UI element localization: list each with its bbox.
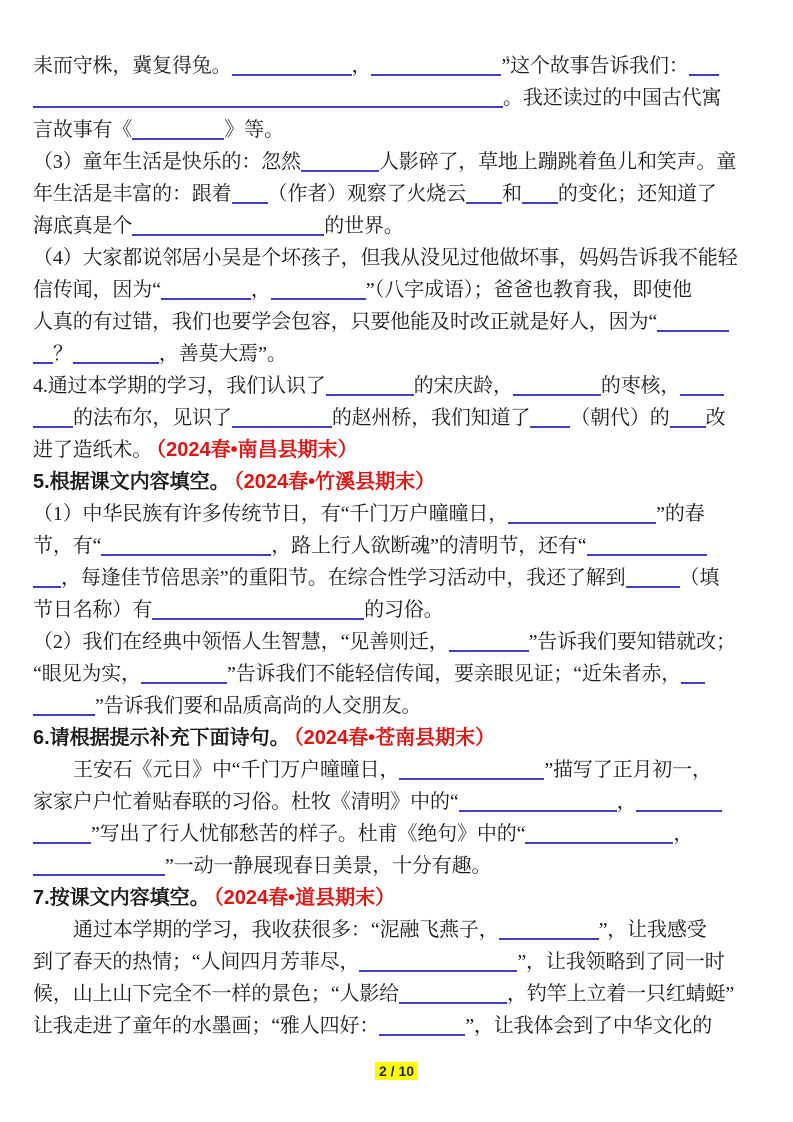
text-segment: （1）中华民族有许多传统节日，有“千门万户曈曈日， xyxy=(33,503,509,525)
document-line xyxy=(33,978,763,1010)
fill-in-blank xyxy=(33,855,165,876)
text-segment: 节日名称）有 xyxy=(33,599,153,621)
document-line xyxy=(33,818,763,850)
document-line xyxy=(33,786,763,818)
document-line xyxy=(33,850,763,882)
text-segment: （朝代）的 xyxy=(570,407,670,429)
exam-source-label: （2024春•竹溪县期末） xyxy=(233,471,436,493)
text-segment: ， xyxy=(673,823,694,845)
text-segment: ，每逢佳节倍思亲”的重阳节。在综合性学习活动中，我还了解到 xyxy=(61,567,626,589)
question-heading: 5.根据课文内容填空。 xyxy=(33,471,230,493)
text-segment: ”（八字成语）；爸爸也教育我，即使他 xyxy=(365,279,692,301)
worksheet-body xyxy=(33,50,763,1042)
text-segment: ”写出了行人忧郁愁苦的样子。杜甫《绝句》中的“ xyxy=(91,823,526,845)
fill-in-blank xyxy=(232,183,268,204)
document-line xyxy=(33,946,763,978)
fill-in-blank xyxy=(680,375,724,396)
fill-in-blank xyxy=(459,791,617,812)
fill-in-blank xyxy=(670,407,706,428)
fill-in-blank xyxy=(33,567,61,588)
fill-in-blank xyxy=(399,759,544,780)
page-indicator: 2 / 10 xyxy=(375,1062,418,1080)
text-segment: 的宋庆龄， xyxy=(413,375,513,397)
document-line xyxy=(33,210,763,242)
fill-in-blank xyxy=(525,823,673,844)
text-segment: 人真的有过错，我们也要学会包容，只要他能及时改正就是好人，因为“ xyxy=(33,311,658,333)
text-segment: ”的春 xyxy=(656,503,705,525)
document-line xyxy=(33,306,763,338)
fill-in-blank xyxy=(33,407,73,428)
fill-in-blank xyxy=(689,55,719,76)
text-segment: ”告诉我们要和品质高尚的人交朋友。 xyxy=(95,695,422,717)
text-segment: 王安石《元日》中“千门万户曈曈日， xyxy=(73,759,400,781)
document-line xyxy=(33,50,763,82)
fill-in-blank xyxy=(499,919,599,940)
fill-in-blank xyxy=(232,55,352,76)
document-line xyxy=(33,658,763,690)
text-segment: ， xyxy=(250,279,271,301)
text-segment: 》等。 xyxy=(224,119,284,141)
document-line xyxy=(33,82,763,114)
text-segment: 到了春天的热情；“人间四月芳菲尽， xyxy=(33,951,360,973)
text-segment: 言故事有《 xyxy=(33,119,133,141)
page-footer xyxy=(0,1062,793,1081)
document-line xyxy=(33,466,763,498)
document-line xyxy=(33,754,763,786)
fill-in-blank xyxy=(101,535,271,556)
text-segment: 人影碎了，草地上蹦跳着鱼儿和笑声。童 xyxy=(378,151,737,173)
fill-in-blank xyxy=(141,663,227,684)
fill-in-blank xyxy=(399,983,507,1004)
text-segment: 信传闻，因为“ xyxy=(33,279,161,301)
text-segment: 海底真是个 xyxy=(33,215,133,237)
document-line xyxy=(33,562,763,594)
text-segment: ，善莫大焉”。 xyxy=(158,343,287,365)
text-segment: ，钓竿上立着一只红蜻蜓” xyxy=(507,983,735,1005)
document-line xyxy=(33,722,763,754)
fill-in-blank xyxy=(681,663,705,684)
text-segment: （作者）观察了火烧云 xyxy=(267,183,466,205)
text-segment: ”，让我体会到了中华文化的 xyxy=(465,1015,713,1037)
text-segment: 的法布尔，见识了 xyxy=(73,407,232,429)
text-segment: （2）我们在经典中领悟人生智慧，“见善则迁， xyxy=(33,631,449,653)
fill-in-blank xyxy=(359,951,517,972)
text-segment: ， xyxy=(351,55,372,77)
document-line xyxy=(33,690,763,722)
fill-in-blank xyxy=(326,375,414,396)
fill-in-blank xyxy=(33,695,95,716)
text-segment: 4.通过本学期的学习，我们认识了 xyxy=(33,375,326,397)
document-line xyxy=(33,530,763,562)
fill-in-blank xyxy=(530,407,570,428)
document-line xyxy=(33,402,763,434)
fill-in-blank xyxy=(508,503,656,524)
text-segment: ”，让我感受 xyxy=(598,919,707,941)
text-segment: “眼见为实， xyxy=(33,663,141,685)
question-heading: 6.请根据提示补充下面诗句。 xyxy=(33,727,290,749)
document-line xyxy=(33,626,763,658)
fill-in-blank xyxy=(449,631,529,652)
document-line xyxy=(33,1010,763,1042)
text-segment: 进了造纸术。 xyxy=(33,439,153,461)
fill-in-blank xyxy=(132,215,324,236)
text-segment: ”这个故事告诉我们： xyxy=(501,55,689,77)
text-segment: 耒而守株，冀复得兔。 xyxy=(33,55,232,77)
text-segment: ”告诉我们要知错就改； xyxy=(528,631,736,653)
fill-in-blank xyxy=(152,599,364,620)
document-line xyxy=(33,274,763,306)
text-segment: 的习俗。 xyxy=(364,599,444,621)
fill-in-blank xyxy=(301,151,379,172)
text-segment: ”描写了正月初一， xyxy=(544,759,712,781)
fill-in-blank xyxy=(232,407,332,428)
fill-in-blank xyxy=(513,375,601,396)
text-segment: 年生活是丰富的：跟着 xyxy=(33,183,232,205)
document-line xyxy=(33,594,763,626)
text-segment: 通过本学期的学习，我收获很多：“泥融飞燕子， xyxy=(73,919,499,941)
document-line xyxy=(33,114,763,146)
text-segment: ， xyxy=(616,791,637,813)
document-line xyxy=(33,146,763,178)
fill-in-blank xyxy=(33,343,53,364)
text-segment: 的赵州桥，我们知道了 xyxy=(331,407,531,429)
fill-in-blank xyxy=(132,119,224,140)
exam-source-label: （2024春•苍南县期末） xyxy=(293,727,496,749)
document-line xyxy=(33,370,763,402)
fill-in-blank xyxy=(522,183,558,204)
document-line xyxy=(33,498,763,530)
fill-in-blank xyxy=(587,535,707,556)
text-segment: 和 xyxy=(502,183,522,205)
document-line xyxy=(33,178,763,210)
document-line xyxy=(33,434,763,466)
exam-source-label: （2024春•道县期末） xyxy=(213,887,396,909)
text-segment: （4）大家都说邻居小吴是个坏孩子，但我从没见过他做坏事，妈妈告诉我不能轻 xyxy=(33,247,738,269)
text-segment: ”一动一静展现春日美景，十分有趣。 xyxy=(165,855,492,877)
text-segment: ”，让我领略到了同一时 xyxy=(517,951,725,973)
question-heading: 7.按课文内容填空。 xyxy=(33,887,210,909)
text-segment: ，路上行人欲断魂”的清明节，还有“ xyxy=(271,535,587,557)
fill-in-blank xyxy=(626,567,680,588)
text-segment: 的枣核， xyxy=(600,375,681,397)
text-segment: 让我走进了童年的水墨画；“雅人四好： xyxy=(33,1015,380,1037)
fill-in-blank xyxy=(73,343,159,364)
text-segment: 家家户户忙着贴春联的习俗。杜牧《清明》中的“ xyxy=(33,791,459,813)
text-segment: （3）童年生活是快乐的：忽然 xyxy=(33,151,301,173)
text-segment: 。我还读过的中国古代寓 xyxy=(503,87,722,109)
document-line xyxy=(33,242,763,274)
exam-source-label: （2024春•南昌县期末） xyxy=(156,439,358,461)
text-segment: （填 xyxy=(679,567,720,589)
text-segment: ”告诉我们不能轻信传闻，要亲眼见证；“近朱者赤， xyxy=(226,663,682,685)
document-line xyxy=(33,882,763,914)
text-segment: 候，山上山下完全不一样的景色；“人影给 xyxy=(33,983,400,1005)
fill-in-blank xyxy=(161,279,251,300)
text-segment: ？ xyxy=(53,343,73,365)
text-segment: 的世界。 xyxy=(324,215,404,237)
document-line xyxy=(33,914,763,946)
text-segment: 改 xyxy=(705,407,726,429)
text-segment: 节，有“ xyxy=(33,535,102,557)
fill-in-blank xyxy=(657,311,729,332)
fill-in-blank xyxy=(33,823,91,844)
document-line xyxy=(33,338,763,370)
fill-in-blank xyxy=(271,279,366,300)
fill-in-blank xyxy=(379,1015,465,1036)
fill-in-blank xyxy=(33,87,503,108)
fill-in-blank xyxy=(466,183,502,204)
fill-in-blank xyxy=(636,791,722,812)
fill-in-blank xyxy=(371,55,501,76)
text-segment: 的变化；还知道了 xyxy=(557,183,717,205)
